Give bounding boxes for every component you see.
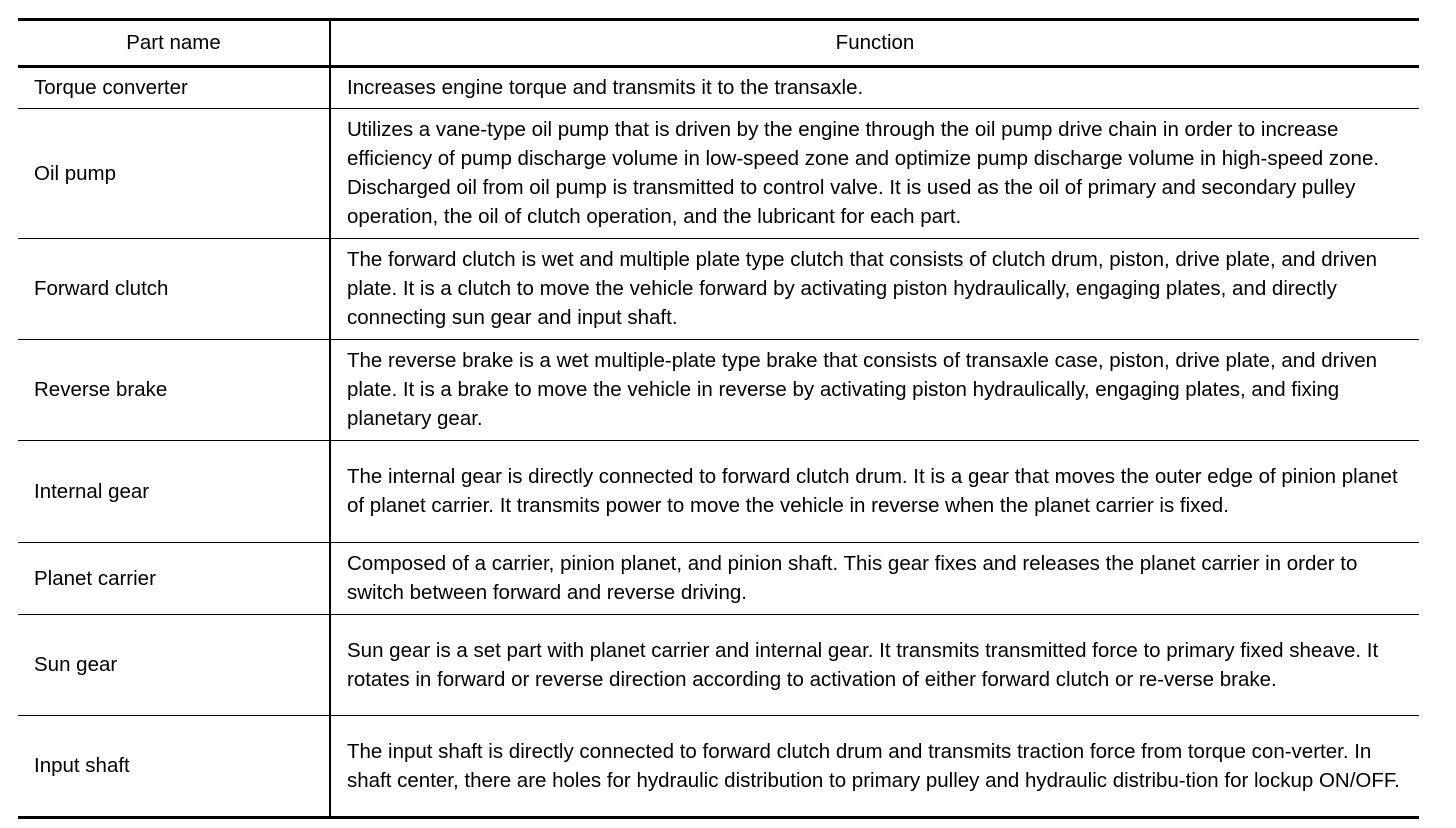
- part-name-cell: Oil pump: [18, 109, 330, 239]
- column-header-function: Function: [330, 20, 1419, 67]
- header-row: [18, 20, 1419, 67]
- table-row: [18, 716, 1419, 818]
- function-cell: The reverse brake is a wet multiple-plate type brake that consists of transaxle case, piston, drive plate, and driven plate. It is a brake to move the vehicle in reverse by activating piston hydraulically, engaging plates, and fixing planetary gear.: [330, 340, 1419, 441]
- table-row: [18, 239, 1419, 340]
- table-row: [18, 109, 1419, 239]
- table-row: [18, 543, 1419, 615]
- table-row: [18, 441, 1419, 543]
- function-cell: The input shaft is directly connected to forward clutch drum and transmits traction force from torque con-verter. In shaft center, there are holes for hydraulic distribution to primary pulley and hydraulic distribu-tion for lockup ON/OFF.: [330, 716, 1419, 818]
- function-cell: Increases engine torque and transmits it to the transaxle.: [330, 67, 1419, 109]
- part-name-cell: Sun gear: [18, 615, 330, 716]
- part-name-cell: Internal gear: [18, 441, 330, 543]
- column-header-part-name: Part name: [18, 20, 330, 67]
- table-row: [18, 340, 1419, 441]
- table-row: [18, 615, 1419, 716]
- part-name-cell: Torque converter: [18, 67, 330, 109]
- function-cell: The internal gear is directly connected to forward clutch drum. It is a gear that moves the outer edge of pinion planet of planet carrier. It transmits power to move the vehicle in reverse when the planet carrier is fixed.: [330, 441, 1419, 543]
- part-name-cell: Forward clutch: [18, 239, 330, 340]
- table-row: [18, 67, 1419, 109]
- part-name-cell: Input shaft: [18, 716, 330, 818]
- function-cell: The forward clutch is wet and multiple plate type clutch that consists of clutch drum, piston, drive plate, and driven plate. It is a clutch to move the vehicle forward by activating piston hydraulically, engaging plates, and directly connecting sun gear and input shaft.: [330, 239, 1419, 340]
- function-cell: Utilizes a vane-type oil pump that is driven by the engine through the oil pump drive chain in order to increase efficiency of pump discharge volume in low-speed zone and optimize pump discharge volume in high-speed zone. Discharged oil from oil pump is transmitted to control valve. It is used as the oil of primary and secondary pulley operation, the oil of clutch operation, and the lubricant for each part.: [330, 109, 1419, 239]
- part-name-cell: Planet carrier: [18, 543, 330, 615]
- function-cell: Sun gear is a set part with planet carrier and internal gear. It transmits transmitted force to primary fixed sheave. It rotates in forward or reverse direction according to activation of either forward clutch or re-verse brake.: [330, 615, 1419, 716]
- parts-function-table: [18, 18, 1419, 819]
- function-cell: Composed of a carrier, pinion planet, and pinion shaft. This gear fixes and releases the planet carrier in order to switch between forward and reverse driving.: [330, 543, 1419, 615]
- part-name-cell: Reverse brake: [18, 340, 330, 441]
